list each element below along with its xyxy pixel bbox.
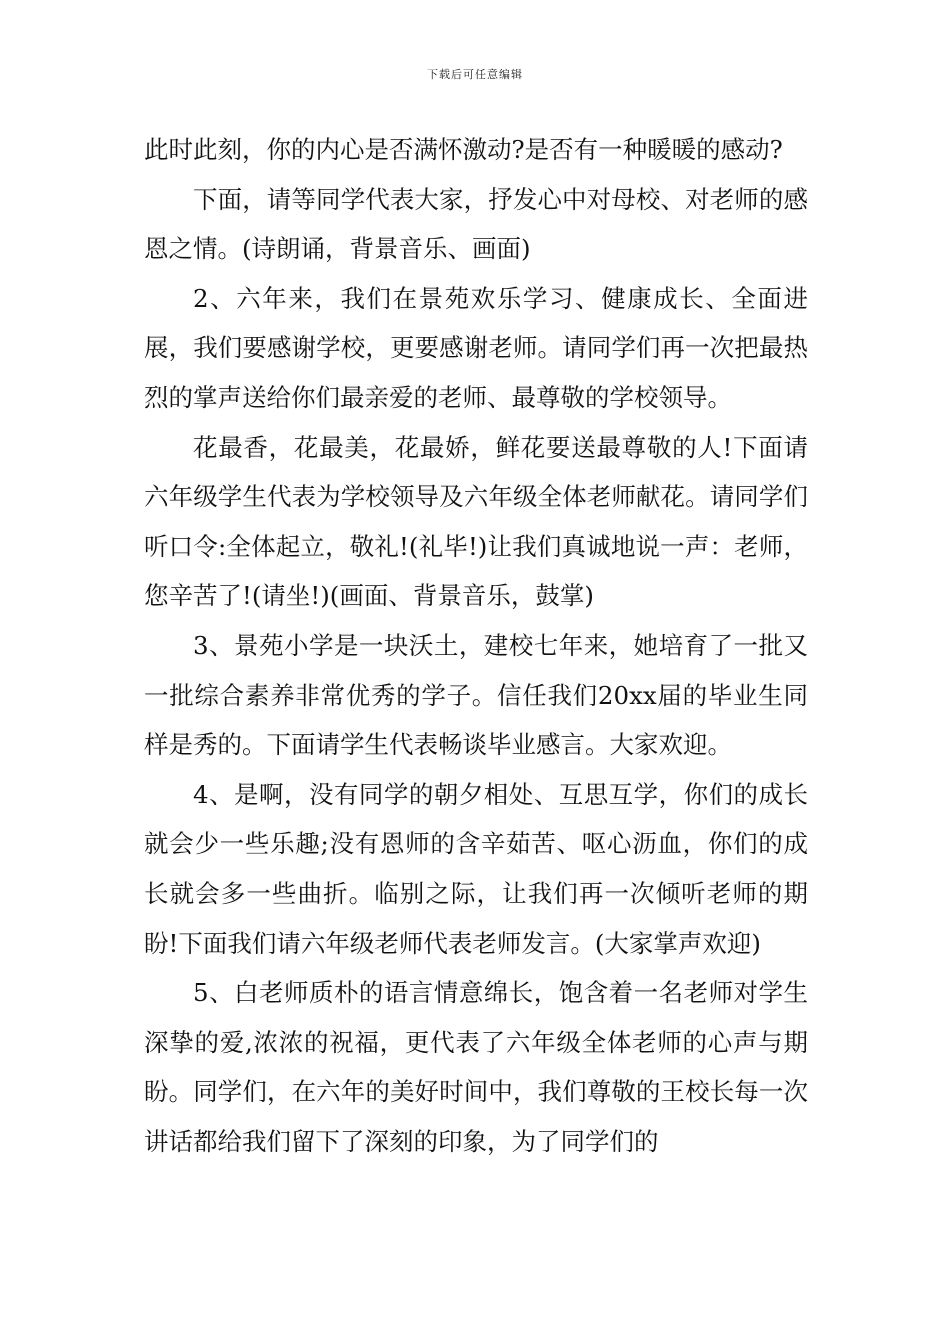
paragraph: 此时此刻，你的内心是否满怀激动?是否有一种暖暖的感动? [144, 135, 783, 164]
document-body [144, 125, 808, 1166]
paragraph: 4、是啊，没有同学的朝夕相处、互思互学，你们的成长就会少一些乐趣;没有恩师的含辛茹苦、呕心沥血，你们的成长就会多一些曲折。临别之际，让我们再一次倾听老师的期盼!下面我们请六年级老师代表老师发言。(大家掌声欢迎) [144, 779, 808, 958]
paragraph: 5、白老师质朴的语言情意绵长，饱含着一名老师对学生深挚的爱,浓浓的祝福，更代表了六年级全体老师的心声与期盼。同学们，在六年的美好时间中，我们尊敬的王校长每一次讲话都给我们留下了深刻的印象，为了同学们的 [144, 978, 808, 1156]
paragraph: 3、景苑小学是一块沃土，建校七年来，她培育了一批又一批综合素养非常优秀的学子。信任我们20xx届的毕业生同样是秀的。下面请学生代表畅谈毕业感言。大家欢迎。 [144, 630, 808, 760]
paragraph: 2、六年来，我们在景苑欢乐学习、健康成长、全面进展，我们要感谢学校，更要感谢老师。请同学们再一次把最热烈的掌声送给你们最亲爱的老师、最尊敬的学校领导。 [144, 283, 808, 412]
paragraph: 下面，请等同学代表大家，抒发心中对母校、对老师的感恩之情。(诗朗诵，背景音乐、画面) [144, 184, 808, 264]
page-header: 下载后可任意编辑 [427, 68, 523, 81]
paragraph: 花最香，花最美，花最娇，鲜花要送最尊敬的人!下面请六年级学生代表为学校领导及六年级全体老师献花。请同学们听口令:全体起立，敬礼!(礼毕!)让我们真诚地说一声：老师，您辛苦了!(请坐!)(画面、背景音乐，鼓掌) [144, 432, 808, 611]
